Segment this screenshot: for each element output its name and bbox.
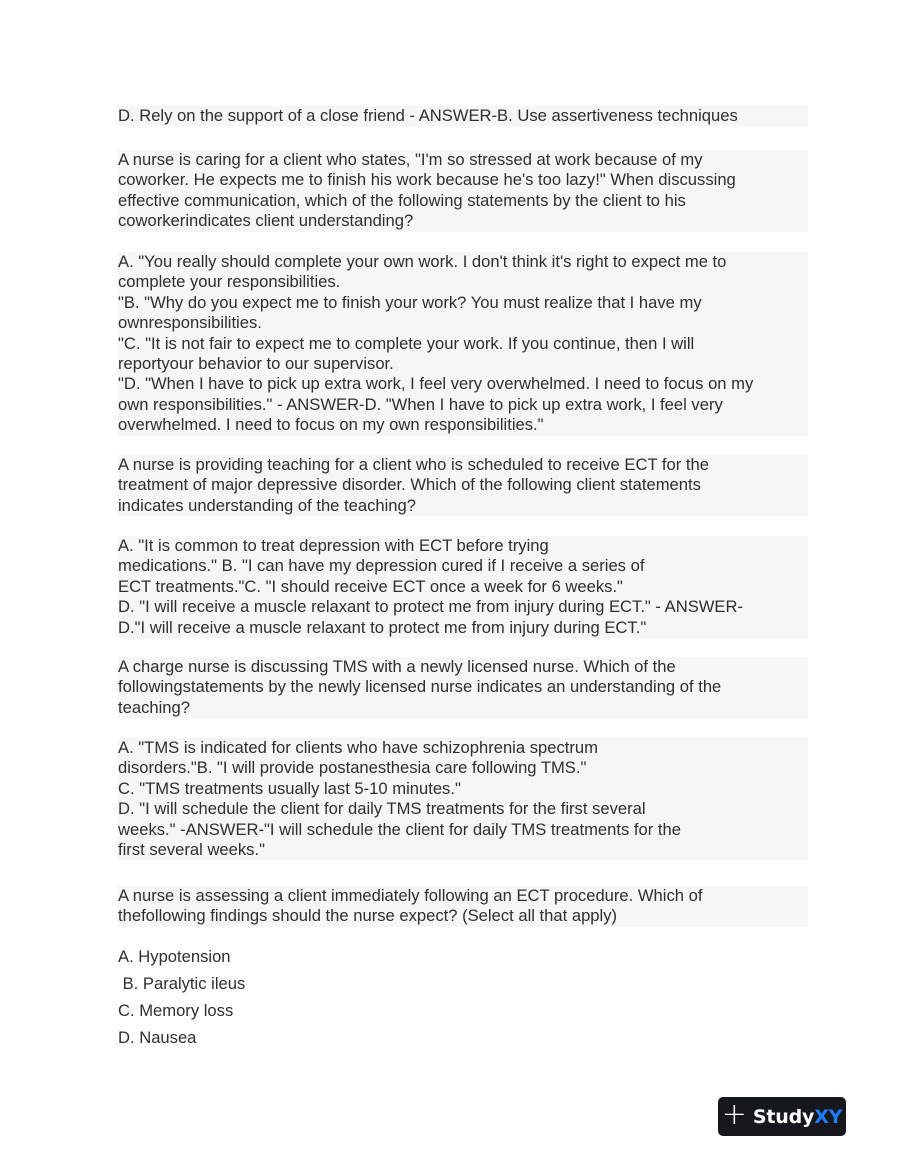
question-1-body <box>118 252 808 436</box>
text-line: A charge nurse is discussing TMS with a newly licensed nurse. Which of the <box>118 657 808 677</box>
text-line: followingstatements by the newly licensed nurse indicates an understanding of the <box>118 677 808 697</box>
option-d: D. Nausea <box>118 1028 197 1047</box>
text-line: D."I will receive a muscle relaxant to protect me from injury during ECT." <box>118 618 808 638</box>
option-b: B. Paralytic ileus <box>118 974 246 993</box>
text-line: "D. "When I have to pick up extra work, I feel very overwhelmed. I need to focus on my <box>118 374 808 394</box>
option-c: C. Memory loss <box>118 1001 234 1020</box>
text-line: first several weeks." <box>118 840 808 860</box>
brand-main: Study <box>752 1105 815 1128</box>
text-line: D. Rely on the support of a close friend - ANSWER-B. Use assertiveness techniques <box>118 106 808 126</box>
text-line: A. "You really should complete your own work. I don't think it's right to expect me to <box>118 252 808 272</box>
option-a: A. Hypotension <box>118 947 231 966</box>
text-line: ECT treatments."C. "I should receive ECT once a week for 6 weeks." <box>118 577 808 597</box>
text-line: own responsibilities." - ANSWER-D. "When I have to pick up extra work, I feel very <box>118 395 808 415</box>
text-line: "B. "Why do you expect me to finish your work? You must realize that I have my <box>118 293 808 313</box>
text-line: A nurse is assessing a client immediately following an ECT procedure. Which of <box>118 886 808 906</box>
brand-accent: XY <box>814 1105 843 1128</box>
text-line: coworker. He expects me to finish his work because he's too lazy!" When discussing <box>118 170 808 190</box>
text-line: A nurse is caring for a client who states, "I'm so stressed at work because of my <box>118 150 808 170</box>
text-line: complete your responsibilities. <box>118 272 808 292</box>
studyxy-badge[interactable] <box>718 1097 846 1136</box>
text-line: effective communication, which of the following statements by the client to his <box>118 191 808 211</box>
brand-logo <box>753 1106 842 1128</box>
intro-line <box>118 106 808 126</box>
text-line: reportyour behavior to our supervisor. <box>118 354 808 374</box>
text-line: D. "I will schedule the client for daily TMS treatments for the first several <box>118 799 808 819</box>
text-line: medications." B. "I can have my depression cured if I receive a series of <box>118 556 808 576</box>
text-line: A. "It is common to treat depression with ECT before trying <box>118 536 808 556</box>
text-line: "C. "It is not fair to expect me to complete your work. If you continue, then I will <box>118 334 808 354</box>
text-line: weeks." -ANSWER-"I will schedule the client for daily TMS treatments for the <box>118 820 808 840</box>
text-line: A nurse is providing teaching for a client who is scheduled to receive ECT for the <box>118 455 808 475</box>
question-2-stem <box>118 455 808 516</box>
text-line: D. "I will receive a muscle relaxant to protect me from injury during ECT." - ANSWER- <box>118 597 808 617</box>
question-2-body <box>118 536 808 638</box>
question-3-stem <box>118 657 808 718</box>
text-line: ownresponsibilities. <box>118 313 808 333</box>
text-line: coworkerindicates client understanding? <box>118 211 808 231</box>
text-line: treatment of major depressive disorder. Which of the following client statements <box>118 475 808 495</box>
text-line: disorders."B. "I will provide postanesthesia care following TMS." <box>118 758 808 778</box>
text-line: overwhelmed. I need to focus on my own responsibilities." <box>118 415 808 435</box>
question-4-stem <box>118 886 808 927</box>
text-line: teaching? <box>118 698 808 718</box>
text-line: A. "TMS is indicated for clients who have schizophrenia spectrum <box>118 738 808 758</box>
text-line: indicates understanding of the teaching? <box>118 496 808 516</box>
text-line: C. "TMS treatments usually last 5-10 minutes." <box>118 779 808 799</box>
text-line: thefollowing findings should the nurse expect? (Select all that apply) <box>118 906 808 926</box>
plus-icon: + <box>721 1097 747 1132</box>
question-3-body <box>118 738 808 860</box>
question-1-stem <box>118 150 808 232</box>
